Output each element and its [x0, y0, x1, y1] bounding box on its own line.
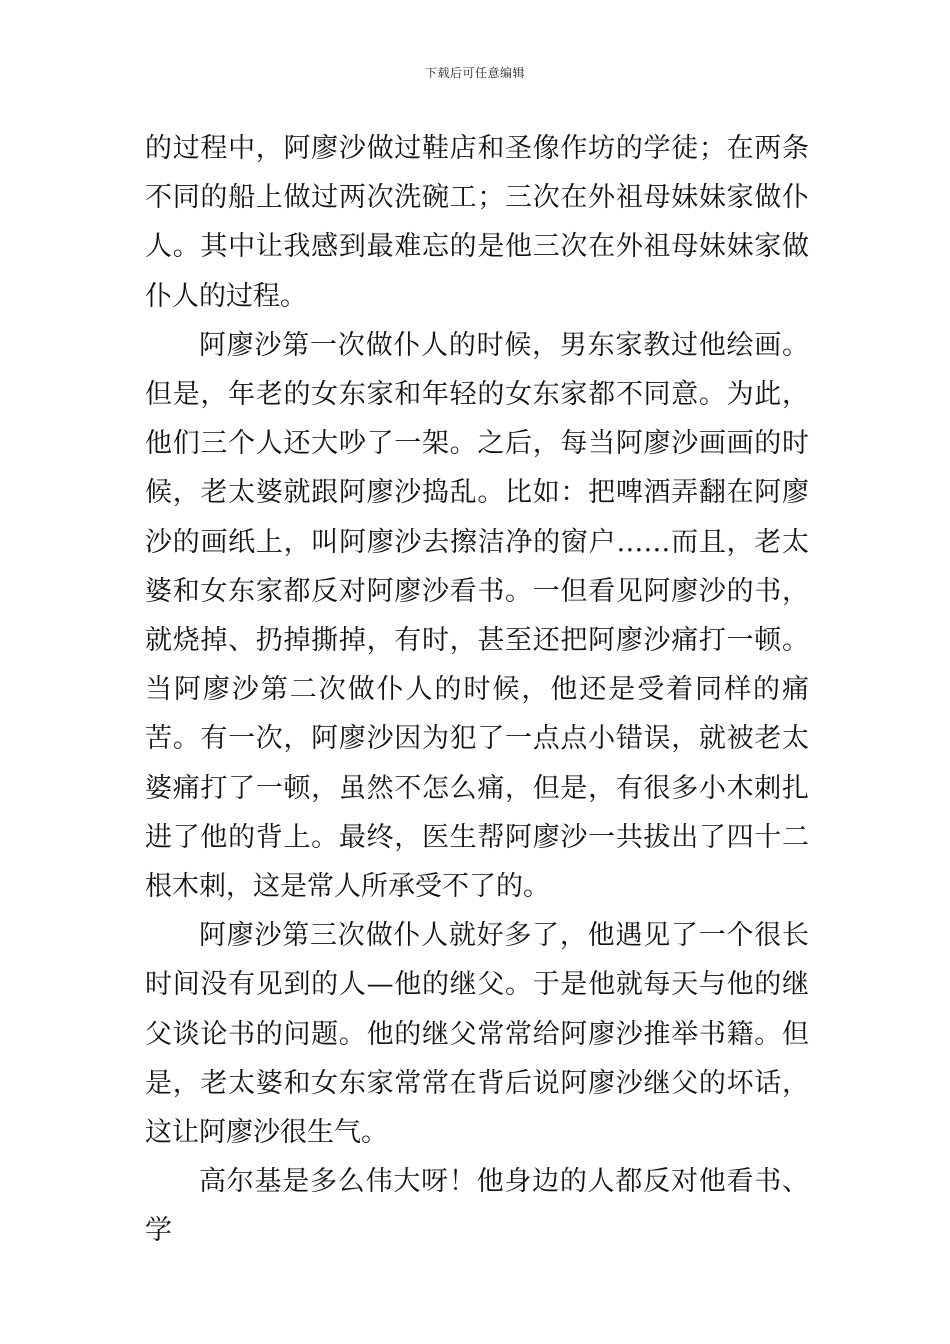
- paragraph-1: 的过程中，阿廖沙做过鞋店和圣像作坊的学徒；在两条不同的船上做过两次洗碗工；三次在外祖母妹妹家做仆人。其中让我感到最难忘的是他三次在外祖母妹妹家做仆人的过程。: [145, 133, 809, 312]
- paragraph-2: 阿廖沙第一次做仆人的时候，男东家教过他绘画。但是，年老的女东家和年轻的女东家都不同意。为此，他们三个人还大吵了一架。之后，每当阿廖沙画画的时候，老太婆就跟阿廖沙捣乱。比如：把啤酒弄翻在阿廖沙的画纸上，叫阿廖沙去擦洁净的窗户……而且，老太婆和女东家都反对阿廖沙看书。一但看见阿廖沙的书，就烧掉、扔掉撕掉，有时，甚至还把阿廖沙痛打一顿。当阿廖沙第二次做仆人的时候，他还是受着同样的痛苦。有一次，阿廖沙因为犯了一点点小错误，就被老太婆痛打了一顿，虽然不怎么痛，但是，有很多小木刺扎进了他的背上。最终，医生帮阿廖沙一共拔出了四十二根木刺，这是常人所承受不了的。: [145, 329, 809, 903]
- page-header: 下载后可任意编辑: [424, 66, 525, 80]
- document-body: [145, 124, 809, 1256]
- paragraph-3: 阿廖沙第三次做仆人就好多了，他遇见了一个很长时间没有见到的人—他的继父。于是他就每天与他的继父谈论书的问题。他的继父常常给阿廖沙推举书籍。但是，老太婆和女东家常常在背后说阿廖沙继父的坏话，这让阿廖沙很生气。: [145, 920, 809, 1149]
- paragraph-4: 高尔基是多么伟大呀！他身边的人都反对他看书、学: [145, 1166, 809, 1247]
